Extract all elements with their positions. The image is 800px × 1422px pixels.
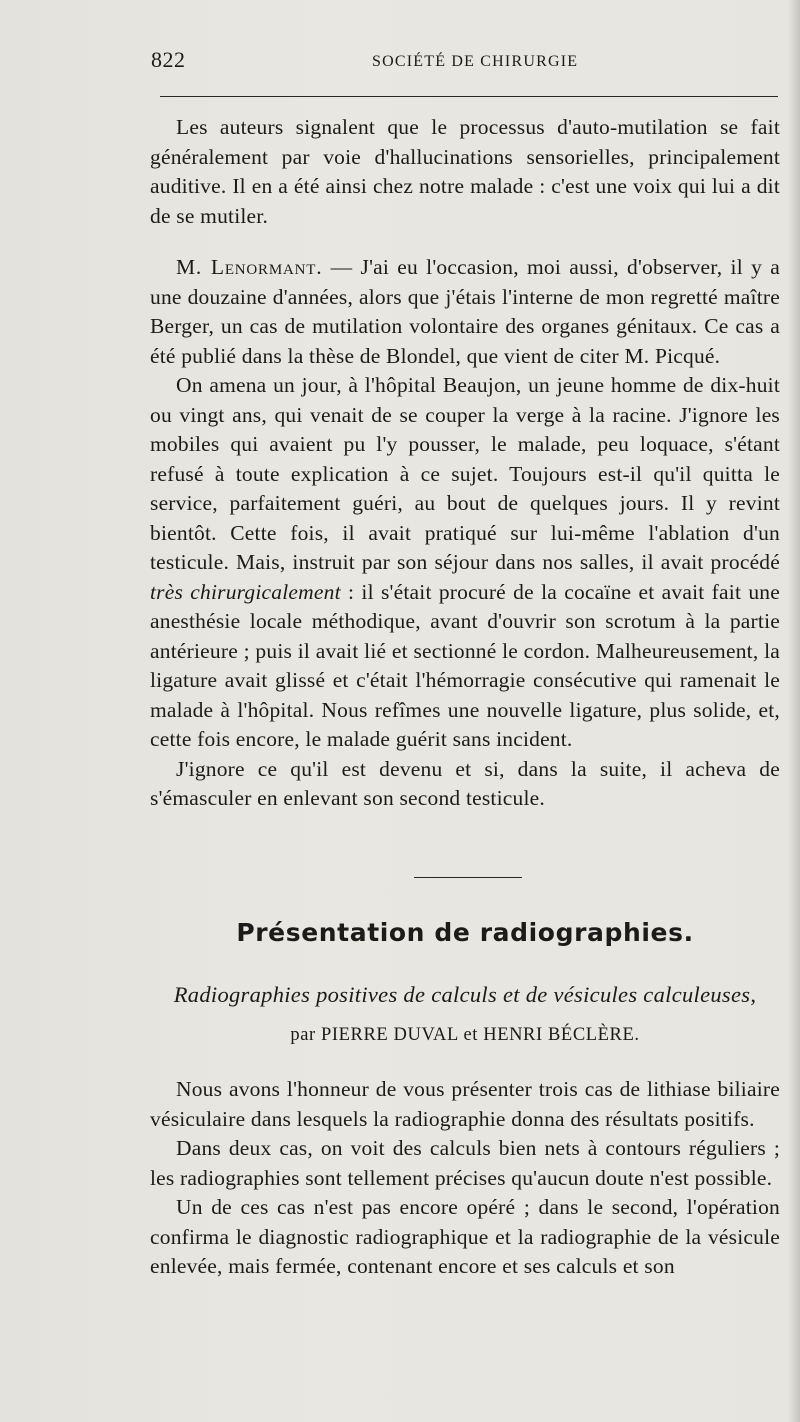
case-text-part-2: : il s'était procuré de la cocaïne et avait fait une anesthésie locale méthodique, avant d'ouvrir son scrotum à la partie antérieure ; puis il avait lié et sectionné le cordon. Malheureusement, la ligature avait glissé et c'était l'hémorragie consécutive qui ramenait le malade à l'hôpital. Nous refîmes une nouvelle ligature, plus solide, et, cette fois encore, le malade guérit sans incident. bbox=[150, 579, 780, 751]
case-italic-phrase: très chirurgicalement bbox=[150, 579, 341, 604]
paragraph-lenormant-intro bbox=[150, 253, 780, 371]
text-block-lenormant bbox=[150, 253, 780, 814]
paragraph-radiography-2: Dans deux cas, on voit des calculs bien nets à contours réguliers ; les radiographies sont tellement précises qu'aucun doute n'est possible. bbox=[150, 1136, 780, 1190]
paragraph-radiography-3: Un de ces cas n'est pas encore opéré ; dans le second, l'opération confirma le diagnostic radiographique et la radiographie de la vésicule enlevée, mais fermée, contenant encore et ses calculs et son bbox=[150, 1195, 780, 1278]
paragraph-hallucinations: Les auteurs signalent que le processus d'auto-mutilation se fait généralement par voie d'hallucinations sensorielles, principalement auditive. Il en a été ainsi chez notre malade : c'est une voix qui lui a dit de se mutiler. bbox=[150, 115, 780, 228]
page-number: 822 bbox=[151, 47, 186, 72]
section-title: Présentation de radiographies. bbox=[236, 918, 694, 947]
journal-title: SOCIÉTÉ DE CHIRURGIE bbox=[372, 53, 579, 70]
paragraph-lenormant-case bbox=[150, 371, 780, 755]
paragraph-lenormant-end: J'ignore ce qu'il est devenu et si, dans la suite, il acheva de s'émasculer en enlevant son second testicule. bbox=[150, 756, 780, 810]
speaker-name: M. Lenormant. bbox=[176, 255, 323, 279]
case-text-part-1: On amena un jour, à l'hôpital Beaujon, un jeune homme de dix-huit ou vingt ans, qui venait de se couper la verge à la racine. J'ignore les mobiles qui avaient pu l'y pousser, le malade, peu loquace, s'étant refusé à toute explication à ce sujet. Toujours est-il qu'il quitta le service, parfaitement guéri, au bout de quelques jours. Il y revint bientôt. Cette fois, il avait pratiqué sur lui-même l'ablation d'un testicule. Mais, instruit par son séjour dans nos salles, il avait procédé bbox=[150, 373, 780, 574]
header-rule bbox=[160, 96, 778, 97]
paragraph-lenormant-intro-text: — J'ai eu l'occasion, moi aussi, d'observer, il y a une douzaine d'années, alors que j'étais l'interne de mon regretté maître Berger, un cas de mutilation volontaire des organes génitaux. Ce cas a été publié dans la thèse de Blondel, que vient de citer M. Picqué. bbox=[150, 255, 780, 368]
text-block-top bbox=[150, 113, 780, 231]
article-authors: par PIERRE DUVAL et HENRI BÉCLÈRE. bbox=[290, 1025, 640, 1045]
article-title: Radiographies positives de calculs et de vésicules calculeuses, bbox=[173, 982, 757, 1007]
section-divider bbox=[414, 877, 522, 878]
paragraph-radiography-1: Nous avons l'honneur de vous présenter trois cas de lithiase biliaire vésiculaire dans lesquels la radiographie donna des résultats positifs. bbox=[150, 1077, 780, 1131]
page-edge-shadow bbox=[788, 0, 800, 1422]
text-block-radiographies bbox=[150, 1075, 780, 1282]
running-head bbox=[0, 47, 800, 77]
